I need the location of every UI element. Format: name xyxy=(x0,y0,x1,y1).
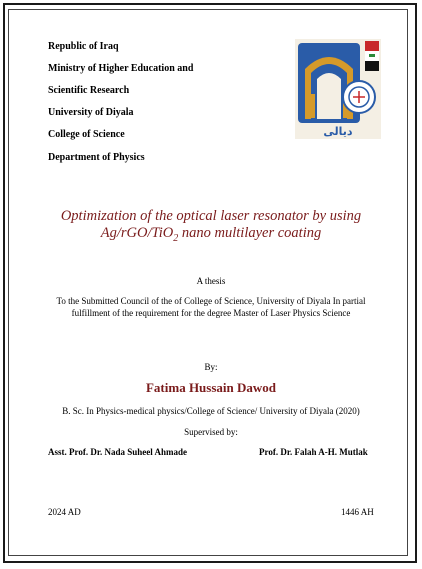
institution-line-department: Department of Physics xyxy=(48,152,145,163)
university-logo xyxy=(295,39,381,139)
institution-line-ministry: Ministry of Higher Education and xyxy=(48,63,194,74)
thesis-title-line2 xyxy=(30,225,392,247)
supervisor-2: Prof. Dr. Falah A-H. Mutlak xyxy=(259,447,368,457)
author-name: Fatima Hussain Dawod xyxy=(145,380,277,395)
supervisor-1: Asst. Prof. Dr. Nada Suheel Ahmade xyxy=(48,447,188,457)
institution-line-research: Scientific Research xyxy=(48,85,130,96)
by-label: By: xyxy=(204,362,218,372)
date-ah: 1446 AH xyxy=(341,507,374,517)
title-formula-subscript: 2 xyxy=(173,232,179,244)
institution-line-country: Republic of Iraq xyxy=(48,41,119,52)
supervised-label: Supervised by: xyxy=(184,427,238,437)
title-formula: Ag/rGO/TiO xyxy=(100,225,174,241)
thesis-title-line1: Optimization of the optical laser resonator by using xyxy=(60,208,362,224)
logo-arabic-text: ديالى xyxy=(323,125,353,138)
institution-line-college: College of Science xyxy=(48,129,125,140)
date-ad: 2024 AD xyxy=(48,507,81,517)
title-formula-rest: nano multilayer coating xyxy=(178,225,322,241)
submission-text: To the Submitted Council of the of College of Science, University of Diyala In partial fulfillment of the requirement for the degree Master of Laser Physics Science xyxy=(56,296,366,318)
thesis-title xyxy=(30,208,392,247)
thesis-label: A thesis xyxy=(196,276,226,286)
author-degree: B. Sc. In Physics-medical physics/College of Science/ University of Diyala (2020) xyxy=(62,406,360,416)
institution-line-university: University of Diyala xyxy=(48,107,134,118)
